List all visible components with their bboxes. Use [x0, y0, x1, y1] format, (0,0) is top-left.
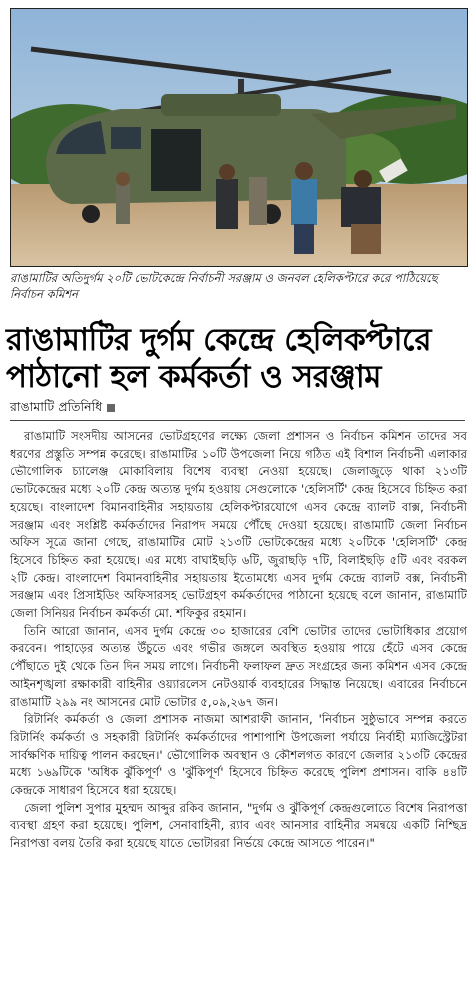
helicopter-loading-photo [11, 9, 467, 266]
paragraph-1: রাঙামাটি সংসদীয় আসনের ভোটগ্রহণের লক্ষ্যে জেলা প্রশাসন ও নির্বাচন কমিশন তাদের সব ধরণের প্রস্তুতি সম্পন্ন করেছে। রাঙামাটির ১০টি উপজেলা নিয়ে গঠিত এই বিশাল নির্বাচনী এলাকার ভৌগোলিক চ্যালেঞ্জ মোকাবিলায় বিশেষ ব্যবস্থা নেওয়া হয়েছে। জেলাজুড়ে থাকা ২১৩টি ভোটকেন্দ্রের মধ্যে ২০টি কেন্দ্র অত্যন্ত দুর্গম হওয়ায় সেগুলোকে 'হেলিসর্টি' কেন্দ্র হিসেবে চিহ্নিত করা হয়েছে। বাংলাদেশ বিমানবাহিনীর সহায়তায় হেলিকপ্টারযোগে এসব কেন্দ্রে ব্যালট বাক্স, নির্বাচনী সরঞ্জাম এবং সংশ্লিষ্ট কর্মকর্তাদের নিরাপদ সময়ে পৌঁছে দেওয়া হয়েছে। রাঙামাটি জেলা নির্বাচন অফিস সূত্রে জানা গেছে, রাঙামাটির মোট ২১৩টি ভোটকেন্দ্রের মধ্যে ২০টিকে 'হেলিসর্টি' কেন্দ্র হিসেবে চিহ্নিত করা হয়েছে। এর মধ্যে বাঘাইছড়ি ৬টি, জুরাছড়ি ৭টি, বিলাইছড়ি ৫টি এবং বরকল ২টি কেন্দ্র। বাংলাদেশ বিমানবাহিনীর সহায়তায় ইতোমধ্যে এসব দুর্গম কেন্দ্রে ব্যালট বক্স, নির্বাচনী সরঞ্জাম এবং প্রিসাইডিং অফিসারসহ ভোটগ্রহণ কর্মকর্তাদের পাঠানো হয়েছে বলে জানান, রাঙামাটি জেলা সিনিয়র নির্বাচন কর্মকর্তা মো. শফিকুর রহমান। [10, 429, 467, 621]
paragraph-4: জেলা পুলিশ সুপার মুহম্মদ আব্দুর রকিব জানান, "দুর্গম ও ঝুঁকিপূর্ণ কেন্দ্রগুলোতে বিশেষ নিরাপত্তা ব্যবস্থা গ্রহণ করা হয়েছে। পুলিশ, সেনাবাহিনী, র‍্যাব এবং আনসার বাহিনীর সমন্বয়ে একটি নিশ্ছিদ্র নিরাপত্তা বলয় তৈরি করা হয়েছে যাতে ভোটাররা নির্ভয়ে কেন্দ্রে আসতে পারেন।" [10, 800, 467, 851]
byline-square-icon [107, 404, 115, 412]
article-body [10, 428, 467, 853]
news-photo [10, 8, 468, 267]
byline-text: রাঙামাটি প্রতিনিধি [10, 399, 103, 414]
photo-caption: রাঙামাটির অতিদুর্গম ২০টি ভোটকেন্দ্রে নির্বাচনী সরঞ্জাম ও জনবল হেলিকপ্টারে করে পাঠিয়েছে নির্বাচন কমিশন [10, 271, 438, 301]
paragraph-2: তিনি আরো জানান, এসব দুর্গম কেন্দ্রে ৩০ হাজারের বেশি ভোটার তাদের ভোটাধিকার প্রয়োগ করবেন। পাহাড়ের অত্যন্ত উঁচুতে এবং গভীর জঙ্গলে অবস্থিত হওয়ায় পায়ে হেঁটে এসব কেন্দ্রে পৌঁছাতে দুই থেকে তিন দিন সময় লাগে। নির্বাচনী ফলাফল দ্রুত সংগ্রহের জন্য কমিশন এসব কেন্দ্রে আইনশৃঙ্খলা রক্ষাকারী বাহিনীর ওয়্যারলেস নেটওয়ার্ক ব্যবহারের সিদ্ধান্ত নিয়েছে। এবারের নির্বাচনে রাঙামাটি ২৯৯ নং আসনের মোট ভোটার ৫,০৯,২৬৭ জন। [10, 623, 467, 709]
headline: রাঙামাটির দুর্গম কেন্দ্রে হেলিকপ্টারে পাঠানো হল কর্মকর্তা ও সরঞ্জাম [6, 322, 432, 395]
byline [10, 399, 310, 415]
paragraph-3: রিটার্নিং কর্মকর্তা ও জেলা প্রশাসক নাজমা আশরাফী জানান, 'নির্বাচন সুষ্ঠুভাবে সম্পন্ন করতে রিটার্নিং কর্মকর্তা ও সহকারী রিটার্নিং কর্মকর্তাদের পাশাপাশি উপজেলা পর্যায়ে নির্বাহী ম্যাজিস্ট্রেটরা সার্বক্ষণিক দায়িত্ব পালন করছেন।' ভৌগোলিক অবস্থান ও কৌশলগত কারণে জেলার ২১৩টি কেন্দ্রের মধ্যে ১৬৯টিকে 'অধিক ঝুঁকিপূর্ণ' ও 'ঝুঁকিপূর্ণ' হিসেবে চিহ্নিত করেছে পুলিশ প্রশাসন। বাকি ৪৪টি কেন্দ্রকে সাধারণ হিসেবে ধরা হয়েছে। [10, 712, 467, 798]
divider-rule [10, 420, 465, 421]
